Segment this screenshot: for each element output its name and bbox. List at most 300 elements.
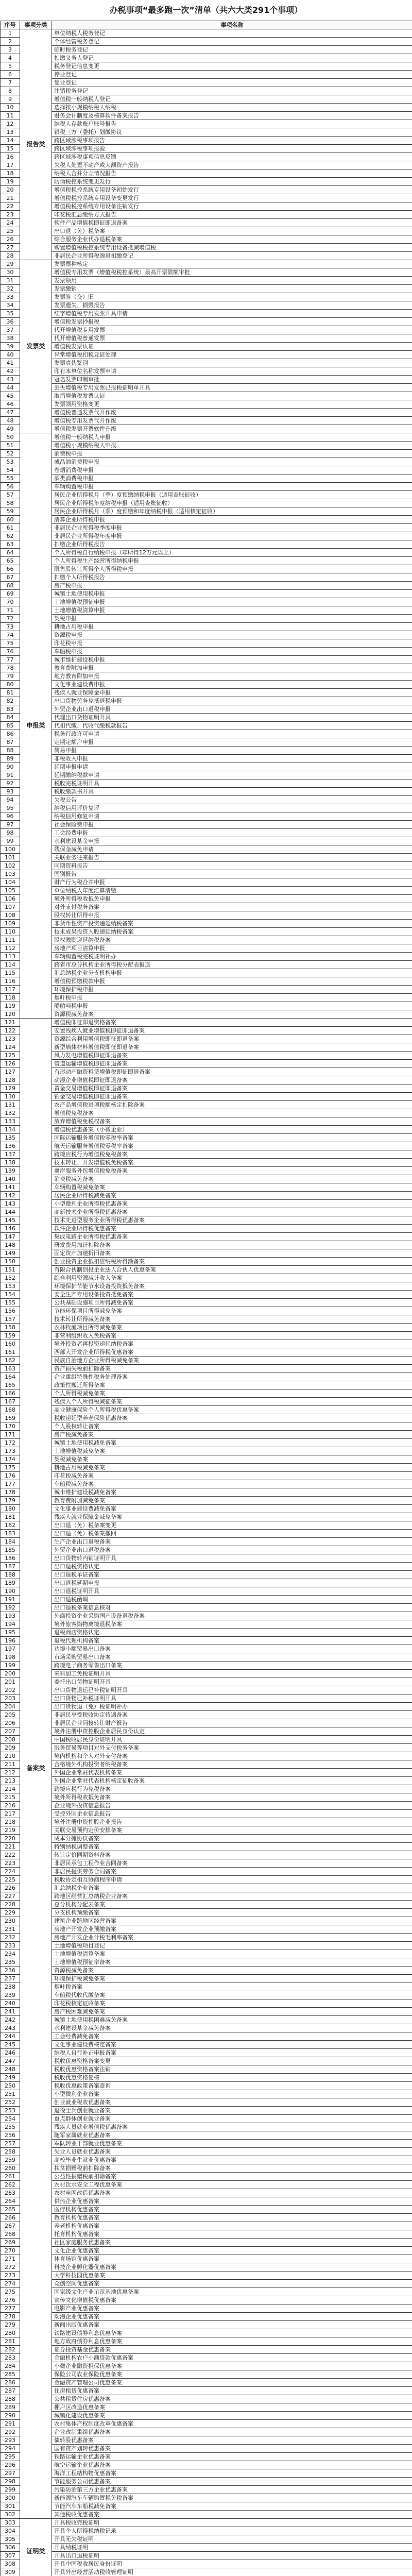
row-index: 35 xyxy=(1,310,20,318)
matter-name: 居民企业所得税月（季）度预缴和年度纳税申报（适用核定征收） xyxy=(52,507,412,516)
matter-name: 残疾人个人所得税减征备案 xyxy=(52,1398,412,1406)
row-index: 7 xyxy=(1,79,20,87)
table-row xyxy=(1,565,412,573)
matter-name: 居民企业所得税减免备案 xyxy=(52,1192,412,1200)
table-row xyxy=(1,903,412,911)
matter-name: 公共基础设施项目所得减免备案 xyxy=(52,1299,412,1307)
table-row xyxy=(1,2544,412,2552)
row-index: 15 xyxy=(1,145,20,153)
matter-name: 冠名发票印制审批 xyxy=(52,376,412,384)
matter-name: 个人所得税生产经营所得纳税申报 xyxy=(52,557,412,565)
row-index: 60 xyxy=(1,516,20,524)
row-index: 29 xyxy=(1,260,20,268)
table-row xyxy=(1,1010,412,1019)
table-row xyxy=(1,1406,412,1414)
table-row xyxy=(1,2387,412,2395)
row-index: 82 xyxy=(1,697,20,705)
table-row xyxy=(1,1233,412,1241)
matter-name: 增值税一般纳税人申报 xyxy=(52,433,412,442)
table-row xyxy=(1,689,412,697)
matter-name: 停业登记 xyxy=(52,71,412,79)
matter-name: 出口退税函调 xyxy=(52,1596,412,1604)
row-index: 265 xyxy=(1,2206,20,2214)
table-row xyxy=(1,2098,412,2107)
row-index: 120 xyxy=(1,1010,20,1019)
matter-name: 托育机构优惠备案 xyxy=(52,2230,412,2239)
row-index: 269 xyxy=(1,2239,20,2247)
row-index: 114 xyxy=(1,961,20,969)
table-row xyxy=(1,1381,412,1389)
matter-name: 企业境外投资信息报告 xyxy=(52,1802,412,1810)
table-row xyxy=(1,953,412,961)
matter-name: 房产税申报 xyxy=(52,582,412,590)
row-index: 238 xyxy=(1,1983,20,1991)
matter-name: 小微企业融资担保优惠备案 xyxy=(52,2362,412,2370)
row-index: 112 xyxy=(1,944,20,953)
matter-name: 简易申报 xyxy=(52,747,412,755)
matter-name: 纳税信用评价复评 xyxy=(52,804,412,812)
table-row xyxy=(1,2379,412,2387)
matter-name: 消费税申报 xyxy=(52,450,412,458)
matter-name: 外贸企业出口退税申报 xyxy=(52,705,412,714)
table-row xyxy=(1,1497,412,1505)
table-row xyxy=(1,1546,412,1554)
matter-name: 节能环保项目所得减免备案 xyxy=(52,1307,412,1315)
matter-name: 代开增值税普通发票 xyxy=(52,334,412,343)
matter-name: 出口退税备案信息核对 xyxy=(52,1604,412,1612)
row-index: 47 xyxy=(1,409,20,417)
matter-name: 消费税减免备案 xyxy=(52,1175,412,1183)
matter-name: 有限合伙制创投企业法人合伙人优惠备案 xyxy=(52,1266,412,1274)
row-index: 167 xyxy=(1,1398,20,1406)
matter-name: 残疾人就业保障金减免备案 xyxy=(52,1513,412,1521)
row-index: 219 xyxy=(1,1826,20,1835)
row-index: 131 xyxy=(1,1101,20,1109)
matter-name: 重点群体创业就业备案 xyxy=(52,2115,412,2123)
row-index: 190 xyxy=(1,1587,20,1596)
table-row xyxy=(1,714,412,722)
row-index: 169 xyxy=(1,1414,20,1422)
table-row xyxy=(1,194,412,202)
matter-name: 境内机构和个人对外支付备案 xyxy=(52,1752,412,1760)
table-row xyxy=(1,936,412,944)
row-index: 232 xyxy=(1,1934,20,1942)
row-index: 226 xyxy=(1,1884,20,1892)
row-index: 176 xyxy=(1,1472,20,1480)
table-row xyxy=(1,1934,412,1942)
matter-name: 新能源汽车车辆购置税免税备案 xyxy=(52,2494,412,2502)
table-row xyxy=(1,961,412,969)
category-cell: 申报类 xyxy=(20,433,52,1019)
matter-name: 个体经营税务登记 xyxy=(52,38,412,46)
row-index: 213 xyxy=(1,1777,20,1785)
matter-name: 资源税减免备案 xyxy=(52,1967,412,1975)
row-index: 68 xyxy=(1,582,20,590)
row-index: 280 xyxy=(1,2329,20,2337)
table-row xyxy=(1,549,412,557)
matter-name: 单位纳税人税务登记 xyxy=(52,29,412,38)
table-row xyxy=(1,1324,412,1332)
table-row xyxy=(1,367,412,376)
table-row xyxy=(1,178,412,186)
row-index: 133 xyxy=(1,1117,20,1126)
row-index: 245 xyxy=(1,2041,20,2049)
row-index: 99 xyxy=(1,837,20,845)
table-row xyxy=(1,1975,412,1983)
table-row xyxy=(1,1843,412,1851)
table-row xyxy=(1,2255,412,2263)
table-row xyxy=(1,944,412,953)
matter-name: 股权激励递延纳税备案 xyxy=(52,936,412,944)
row-index: 218 xyxy=(1,1818,20,1826)
table-row xyxy=(1,244,412,252)
row-index: 200 xyxy=(1,1670,20,1678)
table-row xyxy=(1,334,412,343)
row-index: 249 xyxy=(1,2074,20,2082)
matter-name: 限售股转让所得个人所得税申报 xyxy=(52,565,412,573)
table-row xyxy=(1,277,412,285)
table-row xyxy=(1,1282,412,1291)
table-row xyxy=(1,639,412,648)
matter-name: 异常增值税扣税凭证处理 xyxy=(52,351,412,359)
table-row xyxy=(1,1315,412,1324)
matter-name: 企业重组特殊性税务处理备案 xyxy=(52,1373,412,1381)
matter-name: 军队转业干部就业优惠备案 xyxy=(52,2140,412,2148)
row-index: 273 xyxy=(1,2272,20,2280)
table-row xyxy=(1,1950,412,1958)
matter-name: 欠税人处置不动产或大额资产报告 xyxy=(52,161,412,170)
row-index: 274 xyxy=(1,2280,20,2288)
matter-name: 金融资产管理公司优惠备案 xyxy=(52,2379,412,2387)
category-cell: 证明类 xyxy=(20,2519,52,2576)
matter-name: 印有本单位名称发票申请 xyxy=(52,367,412,376)
matter-name: 个人股权转让备案 xyxy=(52,1422,412,1431)
matter-name: 小型微利企业所得税优惠备案 xyxy=(52,1200,412,1208)
matter-name: 税收优惠资格复核 xyxy=(52,2074,412,2082)
row-index: 189 xyxy=(1,1579,20,1587)
table-row xyxy=(1,2024,412,2032)
row-index: 14 xyxy=(1,137,20,145)
matter-name: 增值税税控系统专用设备变更发行 xyxy=(52,194,412,202)
matter-name: 成品油消费税申报 xyxy=(52,458,412,466)
row-index: 102 xyxy=(1,862,20,870)
matter-name: 车辆购置税减免备案 xyxy=(52,1183,412,1192)
row-index: 156 xyxy=(1,1307,20,1315)
table-row xyxy=(1,2313,412,2321)
matter-name: 取消增值税发票认证 xyxy=(52,392,412,400)
row-index: 161 xyxy=(1,1348,20,1357)
table-row xyxy=(1,170,412,178)
row-index: 45 xyxy=(1,392,20,400)
row-index: 107 xyxy=(1,903,20,911)
table-row xyxy=(1,1266,412,1274)
table-row xyxy=(1,969,412,977)
row-index: 194 xyxy=(1,1620,20,1629)
category-cell: 发票类 xyxy=(20,260,52,433)
matter-name: 有形动产融资租赁增值税即征即退备案 xyxy=(52,1068,412,1076)
table-row xyxy=(1,425,412,433)
table-row xyxy=(1,1076,412,1084)
row-index: 173 xyxy=(1,1447,20,1455)
row-index: 181 xyxy=(1,1513,20,1521)
row-index: 77 xyxy=(1,656,20,664)
table-row xyxy=(1,1447,412,1455)
table-row xyxy=(1,1925,412,1934)
matter-name: 印花税减免备案 xyxy=(52,1472,412,1480)
table-row xyxy=(1,730,412,738)
matter-name: 文化企业优惠备案 xyxy=(52,2247,412,2255)
row-index: 244 xyxy=(1,2032,20,2041)
table-row xyxy=(1,442,412,450)
table-row xyxy=(1,71,412,79)
table-row xyxy=(1,400,412,409)
matter-name: 外商投资企业采购国产设备退税备案 xyxy=(52,1612,412,1620)
header-index: 序号 xyxy=(1,21,20,29)
table-row xyxy=(1,1142,412,1150)
row-index: 285 xyxy=(1,2370,20,2379)
row-index: 227 xyxy=(1,1892,20,1901)
table-row xyxy=(1,2206,412,2214)
row-index: 17 xyxy=(1,161,20,170)
table-row xyxy=(1,557,412,565)
table-row xyxy=(1,1678,412,1686)
matter-name: 境外注册中资控股企业报告 xyxy=(52,1818,412,1826)
row-index: 307 xyxy=(1,2552,20,2560)
table-row xyxy=(1,2049,412,2057)
row-index: 70 xyxy=(1,598,20,606)
matter-name: 工会经费申报 xyxy=(52,829,412,837)
matter-name: 临时税务登记 xyxy=(52,46,412,54)
table-row xyxy=(1,1513,412,1521)
table-row xyxy=(1,2337,412,2346)
matter-name: 非税收入申报 xyxy=(52,755,412,763)
row-index: 270 xyxy=(1,2247,20,2255)
row-index: 206 xyxy=(1,1719,20,1727)
row-index: 178 xyxy=(1,1488,20,1497)
row-index: 33 xyxy=(1,293,20,301)
row-index: 180 xyxy=(1,1505,20,1513)
matter-name: 代开增值税专用发票 xyxy=(52,326,412,334)
row-index: 222 xyxy=(1,1851,20,1859)
table-row xyxy=(1,895,412,903)
row-index: 93 xyxy=(1,788,20,796)
table-row xyxy=(1,606,412,615)
table-row xyxy=(1,1307,412,1315)
row-index: 286 xyxy=(1,2379,20,2387)
matter-name: 综合利用资源减计收入备案 xyxy=(52,1274,412,1282)
row-index: 51 xyxy=(1,442,20,450)
matter-name: 非居民承包工程作业合同备案 xyxy=(52,1859,412,1868)
table-row xyxy=(1,38,412,46)
table-row xyxy=(1,705,412,714)
table-row xyxy=(1,29,412,38)
matter-name: 税收协定相互协商程序申请 xyxy=(52,1876,412,1884)
table-row xyxy=(1,1150,412,1159)
table-row xyxy=(1,2156,412,2164)
table-row xyxy=(1,779,412,788)
matter-name: 资源税减免备案 xyxy=(52,1010,412,1019)
matter-name: 退税商店资格认定 xyxy=(52,1629,412,1637)
row-index: 41 xyxy=(1,359,20,367)
matter-name: 中国税收居民身份证明开具 xyxy=(52,1736,412,1744)
matter-name: 增值税发票认证 xyxy=(52,343,412,351)
row-index: 129 xyxy=(1,1084,20,1093)
row-index: 89 xyxy=(1,755,20,763)
table-row xyxy=(1,1002,412,1010)
table-row xyxy=(1,1818,412,1826)
row-index: 272 xyxy=(1,2263,20,2272)
matter-name: 银税三方（委托）划缴协议 xyxy=(52,128,412,137)
table-row xyxy=(1,1192,412,1200)
table-row xyxy=(1,211,412,219)
matter-name: 跨省市总分机构企业所得税分配表报送 xyxy=(52,961,412,969)
row-index: 257 xyxy=(1,2140,20,2148)
matter-name: 放弃增值税免税权备案 xyxy=(52,1117,412,1126)
row-index: 234 xyxy=(1,1950,20,1958)
table-row xyxy=(1,2453,412,2461)
row-index: 69 xyxy=(1,590,20,598)
table-row xyxy=(1,1225,412,1233)
matter-name: 出口退（免）税备案 xyxy=(52,227,412,235)
table-row xyxy=(1,2164,412,2173)
matter-name: 成本分摊协议备案 xyxy=(52,1835,412,1843)
row-index: 283 xyxy=(1,2354,20,2362)
matter-name: 离岸服务外包增值税免税备案 xyxy=(52,1167,412,1175)
table-row xyxy=(1,1175,412,1183)
matter-name: 外贸企业出口退税备案 xyxy=(52,1546,412,1554)
row-index: 202 xyxy=(1,1686,20,1694)
row-index: 157 xyxy=(1,1315,20,1324)
table-row xyxy=(1,2535,412,2544)
row-index: 170 xyxy=(1,1422,20,1431)
table-row xyxy=(1,747,412,755)
matter-name: 分支机构预缴备案 xyxy=(52,1909,412,1917)
matter-name: 城镇土地使用税困难减免备案 xyxy=(52,2016,412,2024)
row-index: 113 xyxy=(1,953,20,961)
row-index: 132 xyxy=(1,1109,20,1117)
matter-name: 养老机构优惠备案 xyxy=(52,2222,412,2230)
row-index: 111 xyxy=(1,936,20,944)
table-row xyxy=(1,573,412,582)
table-row xyxy=(1,1274,412,1282)
matter-name: 海洋工程结构物优惠备案 xyxy=(52,2469,412,2478)
row-index: 154 xyxy=(1,1291,20,1299)
matter-name: 安置残疾人就业增值税即征即退备案 xyxy=(52,1027,412,1035)
row-index: 92 xyxy=(1,779,20,788)
row-index: 292 xyxy=(1,2428,20,2436)
row-index: 177 xyxy=(1,1480,20,1488)
table-row xyxy=(1,186,412,194)
matter-name: 居民企业所得税月（季）度预缴纳税申报（适用查账征收） xyxy=(52,491,412,499)
table-row xyxy=(1,1596,412,1604)
matter-name: 宣传文化增值税优惠备案 xyxy=(52,2296,412,2304)
table-row xyxy=(1,1398,412,1406)
matter-name: 扶贫捐赠税前扣除备案 xyxy=(52,2164,412,2173)
row-index: 252 xyxy=(1,2098,20,2107)
table-row xyxy=(1,623,412,631)
matter-name: 退税代理机构备案 xyxy=(52,1637,412,1645)
row-index: 259 xyxy=(1,2156,20,2164)
row-index: 308 xyxy=(1,2560,20,2568)
table-row xyxy=(1,631,412,639)
row-index: 97 xyxy=(1,821,20,829)
row-index: 75 xyxy=(1,639,20,648)
row-index: 188 xyxy=(1,1571,20,1579)
table-row xyxy=(1,738,412,747)
row-index: 10 xyxy=(1,104,20,112)
table-row xyxy=(1,1216,412,1225)
table-row xyxy=(1,1101,412,1109)
row-index: 87 xyxy=(1,738,20,747)
table-row xyxy=(1,1505,412,1513)
row-index: 72 xyxy=(1,615,20,623)
row-index: 16 xyxy=(1,153,20,161)
matter-name: 合格境外机构投资者纳税备案 xyxy=(52,1760,412,1769)
matter-name: 特别纳税调整备案 xyxy=(52,1843,412,1851)
table-row xyxy=(1,1670,412,1678)
table-row xyxy=(1,878,412,887)
matter-name: 铁路建设债券利息优惠备案 xyxy=(52,2329,412,2337)
matter-name: 教育费附加申报 xyxy=(52,664,412,672)
row-index: 231 xyxy=(1,1925,20,1934)
matter-name: 非居民提供劳务合同备案 xyxy=(52,1868,412,1876)
row-index: 141 xyxy=(1,1183,20,1192)
table-row xyxy=(1,285,412,293)
row-index: 44 xyxy=(1,384,20,392)
table-row xyxy=(1,994,412,1002)
matter-name: 技术转让所得减免备案 xyxy=(52,1315,412,1324)
matter-name: 铁路运输企业优惠备案 xyxy=(52,2453,412,2461)
matter-name: 新闻出版优惠备案 xyxy=(52,2321,412,2329)
matter-name: 对外支付税务备案 xyxy=(52,903,412,911)
row-index: 59 xyxy=(1,507,20,516)
row-index: 128 xyxy=(1,1076,20,1084)
matter-name: 跨境应税行为增值税免税备案 xyxy=(52,1150,412,1159)
row-index: 23 xyxy=(1,211,20,219)
matter-name: 商业健康保险个人所得税优惠备案 xyxy=(52,1406,412,1414)
table-row xyxy=(1,417,412,425)
matter-name: 节能汽车车船税减免备案 xyxy=(52,2502,412,2511)
row-index: 24 xyxy=(1,219,20,227)
row-index: 36 xyxy=(1,318,20,326)
matter-name: 税务登记信息变更 xyxy=(52,62,412,71)
table-row xyxy=(1,161,412,170)
table-row xyxy=(1,2230,412,2239)
table-row xyxy=(1,1068,412,1076)
matter-name: 小型微利企业备案 xyxy=(52,2090,412,2098)
table-row xyxy=(1,1653,412,1662)
row-index: 78 xyxy=(1,664,20,672)
matter-name: 民族自治地方企业所得税减免备案 xyxy=(52,1357,412,1365)
table-row xyxy=(1,532,412,540)
row-index: 94 xyxy=(1,796,20,804)
matter-name: 跨境应税行为免税备案 xyxy=(52,1785,412,1793)
table-row xyxy=(1,2197,412,2206)
matter-name: 软件企业所得税优惠备案 xyxy=(52,1225,412,1233)
table-row xyxy=(1,697,412,705)
matter-name: 车船税申报 xyxy=(52,648,412,656)
matter-name: 市场采购贸易出口备案 xyxy=(52,1653,412,1662)
table-row xyxy=(1,120,412,128)
row-index: 151 xyxy=(1,1266,20,1274)
matter-name: 技术成果投资入股递延纳税备案 xyxy=(52,928,412,936)
row-index: 8 xyxy=(1,87,20,95)
matter-name: 个人所得税自行纳税申报（年所得12万元以上） xyxy=(52,549,412,557)
matter-name: 公共租赁住房优惠备案 xyxy=(52,2395,412,2403)
matter-name: 非居民企业所得税季度申报 xyxy=(52,524,412,532)
table-row xyxy=(1,672,412,681)
table-row xyxy=(1,1134,412,1142)
